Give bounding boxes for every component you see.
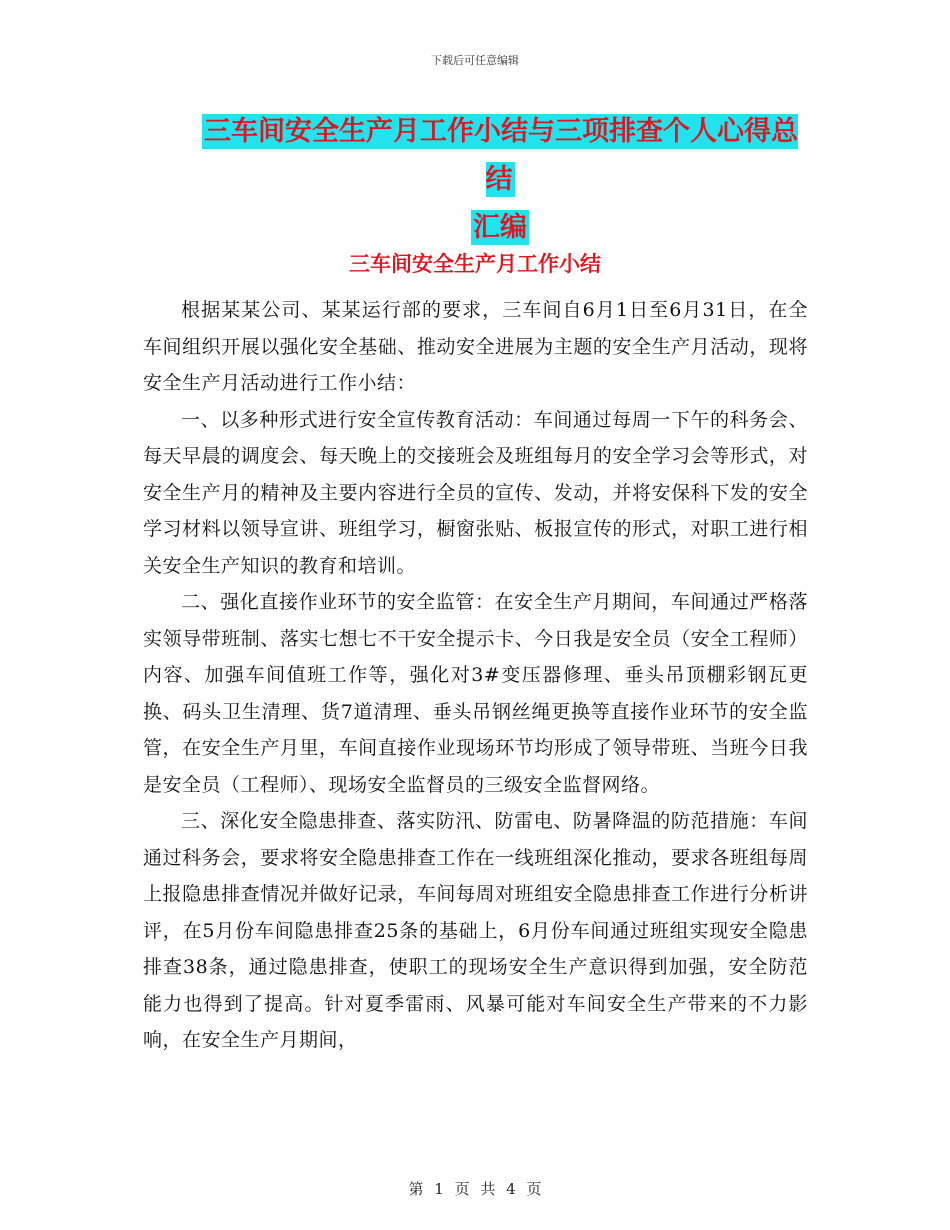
body-text: [143, 292, 808, 1059]
title-line-2: 汇编: [473, 212, 527, 243]
page-footer: 第 1 页 共 4 页: [408, 1180, 542, 1198]
paragraph-publicity: 一、以多种形式进行安全宣传教育活动：车间通过每周一下午的科务会、每天早晨的调度会、每天晚上的交接班会及班组每月的安全学习会等形式，对安全生产月的精神及主要内容进行全员的宣传、发动，并将安保科下发的安全学习材料以领导宣讲、班组学习，橱窗张贴、板报宣传的形式，对职工进行相关安全生产知识的教育和培训。: [143, 408, 808, 577]
paragraph-hazard-check: 三、深化安全隐患排查、落实防汛、防雷电、防暑降温的防范措施：车间通过科务会，要求将安全隐患排查工作在一线班组深化推动，要求各班组每周上报隐患排查情况并做好记录，车间每周对班组安全隐患排查工作进行分析讲评，在5月份车间隐患排查25条的基础上，6月份车间通过班组实现安全隐患排查38条，通过隐患排查，使职工的现场安全生产意识得到加强，安全防范能力也得到了提高。针对夏季雷雨、风暴可能对车间安全生产带来的不力影响，在安全生产月期间，: [143, 810, 808, 1051]
document-title: [190, 108, 810, 252]
paragraph-intro: 根据某某公司、某某运行部的要求，三车间自6月1日至6月31日，在全车间组织开展以强化安全基础、推动安全进展为主题的安全生产月活动，现将安全生产月活动进行工作小结：: [143, 299, 808, 394]
title-line-1: 三车间安全生产月工作小结与三项排查个人心得总结: [204, 116, 798, 195]
paragraph-supervision: 二、强化直接作业环节的安全监管：在安全生产月期间，车间通过严格落实领导带班制、落实七想七不干安全提示卡、今日我是安全员（安全工程师）内容、加强车间值班工作等，强化对3#变压器修理、垂头吊顶棚彩钢瓦更换、码头卫生清理、货7道清理、垂头吊钢丝绳更换等直接作业环节的安全监管，在安全生产月里，车间直接作业现场环节均形成了领导带班、当班今日我是安全员（工程师）、现场安全监督员的三级安全监督网络。: [143, 591, 808, 796]
section-title: 三车间安全生产月工作小结: [349, 251, 601, 276]
header-note: 下载后可任意编辑: [431, 54, 519, 67]
